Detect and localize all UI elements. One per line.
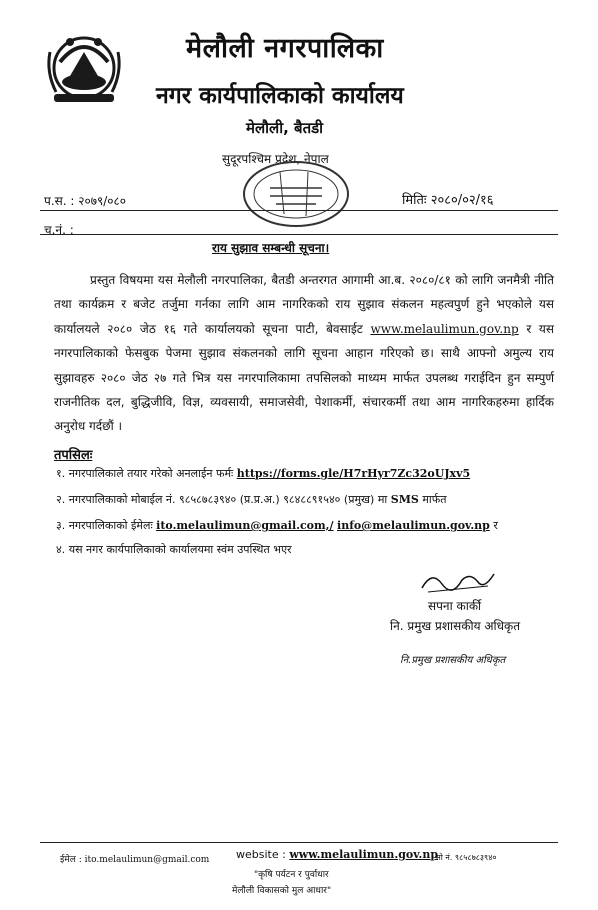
ref-value: २०७९/०८० — [78, 194, 126, 208]
date-value: २०८०/०२/१६ — [430, 193, 494, 208]
signature-icon — [418, 566, 498, 596]
municipality-name: मेलौली नगरपालिका — [186, 33, 384, 64]
item-text: ३. नगरपालिकाको ईमेलः — [56, 519, 153, 532]
footer-email — [60, 852, 209, 865]
online-form-link[interactable]: https://forms.gle/H7rHyr7Zc32oUJxv5 — [236, 467, 471, 480]
item-text: १. नगरपालिकाले तयार गरेको अनलाईन फर्मः — [56, 467, 234, 480]
divider — [40, 210, 558, 211]
signatory-name: सपना कार्की — [428, 599, 482, 613]
footer-slogan-line-2: मेलौली विकासको मुल आधार" — [232, 886, 332, 896]
signatory-stamp-title: नि.प्रमुख प्रशासकीय अधिकृत — [400, 655, 506, 666]
date-label: मितिः — [402, 193, 427, 208]
list-item — [56, 518, 498, 533]
details-heading: तपसिलः — [54, 448, 93, 463]
notice-date — [402, 190, 494, 208]
footer-email-label: ईमेल : — [60, 855, 82, 865]
footer-website — [236, 848, 438, 861]
dispatch-number: च.नं. : — [44, 223, 74, 237]
office-name: नगर कार्यपालिकाको कार्यालय — [156, 83, 404, 109]
footer-email-value[interactable]: ito.melaulimun@gmail.com — [84, 855, 210, 865]
signatory-title: नि. प्रमुख प्रशासकीय अधिकृत — [390, 619, 521, 633]
website-link[interactable]: www.melaulimun.gov.np — [370, 321, 519, 336]
email-link-info[interactable]: info@melaulimun.gov.np — [337, 519, 490, 532]
footer-phone: मो नं. ९८५८७८३९४० — [436, 853, 497, 862]
sms-label: SMS — [390, 493, 419, 506]
notice-subject: राय सुझाव सम्बन्धी सूचना। — [212, 241, 330, 255]
divider — [40, 234, 558, 235]
footer-slogan-line-1: "कृषि पर्यटन र पुर्वाधार — [254, 870, 329, 880]
item-tail: र — [493, 519, 498, 532]
office-stamp-icon — [240, 158, 352, 230]
footer-divider — [40, 842, 558, 843]
list-item — [56, 492, 447, 507]
nepal-emblem-icon — [40, 22, 128, 110]
item-text: ४. यस नगर कार्यपालिकाको कार्यालयमा स्वंम उपस्थित भएर — [56, 543, 292, 556]
office-location: मेलौली, बैतडी — [246, 119, 324, 137]
office-province: सुदूरपश्चिम प्रदेश, नेपाल — [222, 152, 329, 166]
list-item — [56, 542, 292, 557]
footer-website-link[interactable]: www.melaulimun.gov.np — [289, 848, 439, 861]
body-part-2: र यस नगरपालिकाको फेसबुक पेजमा सुझाव संकलनको लागि सूचना आहान गरिएको छ। साथै आफ्नो अमुल्य राय सुझावहरु २०८० जेठ २७ गते भित्र यस नगरपालिकामा तपसिलको माध्यम मार्फत उपलब्ध गराईदिन हुन सम्पुर्ण राजनीतिक दल, बुद्धिजीवि, विज्ञ, व्यवसायी, समाजसेवी, पेशाकर्मी, संचारकर्मी तथा आम नागरिकहरुमा हार्दिक अनुरोध गर्दछौं । — [54, 321, 554, 434]
footer-website-label: website : — [236, 848, 286, 861]
item-text: २. नगरपालिकाको मोबाईल नं. ९८५८७८३९४० (प्र.प्र.अ.) ९८४८८९१५४० (प्रमुख) मा — [56, 493, 388, 506]
item-tail: मार्फत — [422, 493, 447, 506]
ref-number — [44, 192, 126, 209]
notice-body — [54, 268, 554, 439]
body-part-1: प्रस्तुत विषयमा यस मेलौली नगरपालिका, बैतडी अन्तरगत आगामी आ.ब. २०८०/८१ को लागि जनमैत्री नीति तथा कार्यक्रम र बजेट तर्जुमा गर्नका लागि आम नागरिकको राय सुझाव संकलन महत्वपुर्ण हुने भएकोले यस कार्यालयले २०८० जेठ १६ गते कार्यालयको सूचना पाटी, बेवसाईट — [54, 273, 554, 336]
list-item — [56, 466, 470, 481]
email-link-ito[interactable]: ito.melaulimun@gmail.com,/ — [156, 519, 334, 532]
ref-label: प.स. : — [44, 194, 75, 208]
